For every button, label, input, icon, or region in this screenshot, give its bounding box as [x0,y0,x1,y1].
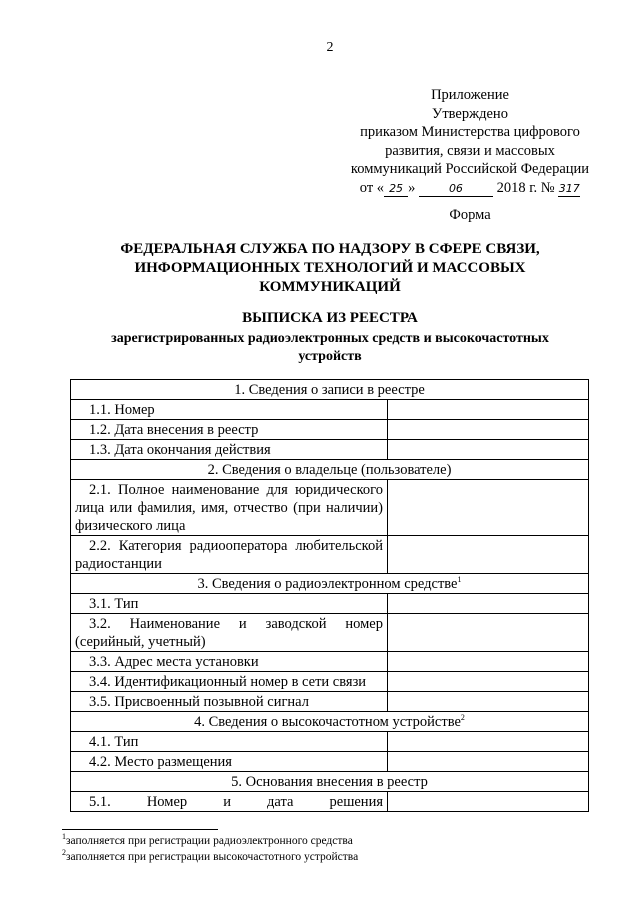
row-value-hf-location[interactable] [388,752,589,772]
table-row [71,420,589,440]
row-label-radio-type: 3.1. Тип [71,594,388,614]
approval-date-line [330,179,610,198]
table-row [71,732,589,752]
approval-appendix: Приложение [431,87,509,103]
approval-approved: Утверждено [432,105,508,122]
table-row [71,480,589,536]
section-row [71,380,589,400]
row-label-network-id: 3.4. Идентификационный номер в сети связи [71,672,388,692]
row-value-hf-type[interactable] [388,732,589,752]
table-row [71,400,589,420]
registry-extract-table [70,379,589,812]
date-month: 06 [419,181,493,197]
section-row [71,574,589,594]
date-prefix: от « [359,179,385,196]
section-hf-device-text: 4. Сведения о высокочастотном устройстве [194,714,461,730]
row-label-expiry-date: 1.3. Дата окончания действия [71,440,388,460]
footnotes [62,833,358,865]
footnote-1 [62,833,358,849]
order-number: 317 [558,181,580,195]
section-header-record: 1. Сведения о записи в реестре [71,380,589,400]
section-header-hf-device [71,712,589,732]
row-value-operator-category[interactable] [388,536,589,574]
agency-name [100,240,560,297]
row-value-decision[interactable] [388,792,589,812]
row-label-entry-date: 1.2. Дата внесения в реестр [71,420,388,440]
row-value-radio-name-serial[interactable] [388,614,589,652]
row-label-installation-address: 3.3. Адрес места установки [71,652,388,672]
approval-block [330,86,610,197]
row-value-owner-name[interactable] [388,480,589,536]
approval-order-line: приказом Министерства цифрового [360,124,580,140]
footnote-2-text: заполняется при регистрации высокочастотного устройства [66,851,359,863]
footnote-2 [62,849,358,865]
subtitle-line-2: устройств [298,349,362,364]
agency-line-3: КОММУНИКАЦИЙ [259,279,401,295]
row-label-call-sign: 3.5. Присвоенный позывной сигнал [71,692,388,712]
row-value-entry-date[interactable] [388,420,589,440]
date-quote-close: » [408,179,416,196]
agency-line-1: ФЕДЕРАЛЬНАЯ СЛУЖБА ПО НАДЗОРУ В СФЕРЕ СВЯЗИ, [120,241,540,257]
section-radio-device-text: 3. Сведения о радиоэлектронном средстве [197,576,458,592]
date-day: 25 [384,181,408,197]
agency-line-2: ИНФОРМАЦИОННЫХ ТЕХНОЛОГИЙ И МАССОВЫХ [134,260,526,276]
table-row [71,594,589,614]
section-row [71,772,589,792]
table-row [71,692,589,712]
table-row [71,614,589,652]
table-row [71,536,589,574]
section-header-grounds: 5. Основания внесения в реестр [71,772,589,792]
table-row [71,752,589,772]
table-row [71,440,589,460]
row-value-number[interactable] [388,400,589,420]
form-label: Форма [449,207,491,223]
row-value-radio-type[interactable] [388,594,589,614]
row-value-expiry-date[interactable] [388,440,589,460]
approval-federation-line: коммуникаций Российской Федерации [350,161,590,177]
row-value-network-id[interactable] [388,672,589,692]
section-row [71,460,589,480]
row-label-radio-name-serial: 3.2. Наименование и заводской номер (серийный, учетный) [71,614,388,652]
subtitle-line-1: зарегистрированных радиоэлектронных средств и высокочастотных [111,331,549,346]
section-header-radio-device [71,574,589,594]
table-row [71,652,589,672]
document-subtitle [80,330,580,366]
section-header-owner: 2. Сведения о владельце (пользователе) [71,460,589,480]
document-title: ВЫПИСКА ИЗ РЕЕСТРА [242,310,418,326]
row-label-hf-type: 4.1. Тип [71,732,388,752]
footnote-ref-1: 1 [457,575,462,585]
footnote-ref-2: 2 [460,713,465,723]
date-year-text: 2018 г. № [496,179,555,196]
row-label-number: 1.1. Номер [71,400,388,420]
footnote-2-mark: 2 [62,848,66,858]
table-row [71,672,589,692]
row-value-call-sign[interactable] [388,692,589,712]
page-number: 2 [326,40,334,55]
row-label-operator-category: 2.2. Категория радиооператора любительской радиостанции [71,536,388,574]
footnote-1-mark: 1 [62,832,66,842]
row-label-owner-name: 2.1. Полное наименование для юридического лица или фамилия, имя, отчество (при наличии) физического лица [71,480,388,536]
row-label-hf-location: 4.2. Место размещения [71,752,388,772]
footnote-divider [62,829,218,830]
section-row [71,712,589,732]
approval-ministry-line: развития, связи и массовых [385,142,555,159]
table-row [71,792,589,812]
footnote-1-text: заполняется при регистрации радиоэлектронного средства [66,835,353,847]
row-label-decision: 5.1. Номер и дата решения [71,792,388,812]
row-value-installation-address[interactable] [388,652,589,672]
